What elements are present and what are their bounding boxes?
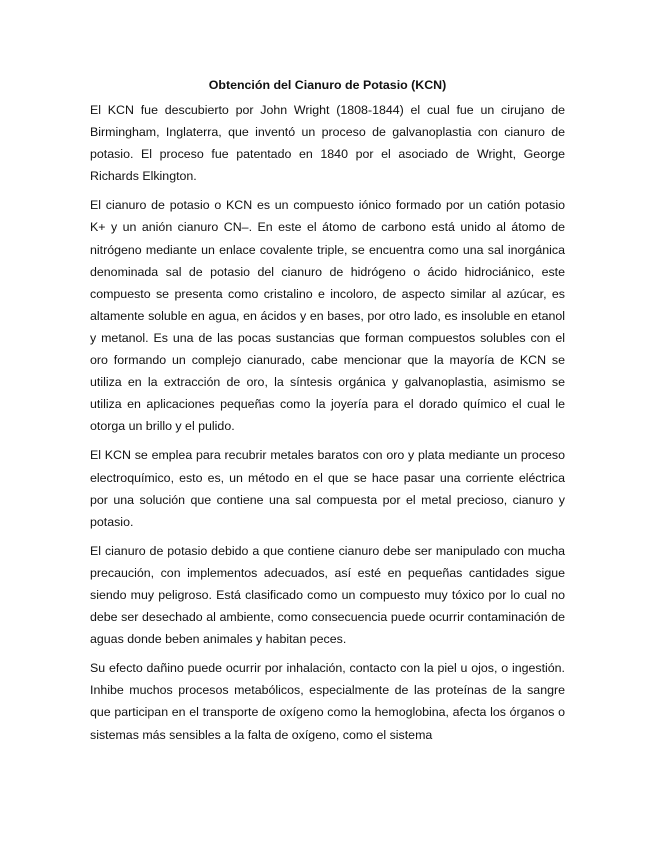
paragraph-composition: El cianuro de potasio o KCN es un compuesto iónico formado por un catión potasio K+ y un anión cianuro CN–. En este el átomo de carbono está unido al átomo de nitrógeno mediante un enlace covalente triple, se encuentra como una sal inorgánica denominada sal de potasio del cianuro de hidrógeno o ácido hidrociánico, este compuesto se presenta como cristalino e incoloro, de aspecto similar al azúcar, es altamente soluble en agua, en ácidos y en bases, por otro lado, es insoluble en etanol y metanol. Es una de las pocas sustancias que forman compuestos solubles con el oro formando un complejo cianurado, cabe mencionar que la mayoría de KCN se utiliza en la extracción de oro, la síntesis orgánica y galvanoplastia, asimismo se utiliza en aplicaciones pequeñas como la joyería para el dorado químico el cual le otorga un brillo y el pulido. [90, 198, 565, 434]
document-title: Obtención del Cianuro de Potasio (KCN) [208, 78, 447, 92]
paragraph-electroplating: El KCN se emplea para recubrir metales baratos con oro y plata mediante un proceso electroquímico, esto es, un método en el que se hace pasar una corriente eléctrica por una solución que contiene una sal compuesta por el metal precioso, cianuro y potasio. [90, 448, 565, 529]
paragraph-discovery: El KCN fue descubierto por John Wright (1808-1844) el cual fue un cirujano de Birmingham, Inglaterra, que inventó un proceso de galvanoplastia con cianuro de potasio. El proceso fue patentado en 1840 por el asociado de Wright, George Richards Elkington. [90, 103, 565, 184]
document-body [90, 76, 565, 753]
paragraph-toxic-effects: Su efecto dañino puede ocurrir por inhalación, contacto con la piel u ojos, o ingestión. Inhibe muchos procesos metabólicos, especialmente de las proteínas de la sangre que participan en el transporte de oxígeno como la hemoglobina, afecta los órganos o sistemas más sensibles a la falta de oxígeno, como el sistema [90, 661, 565, 742]
paragraph-precautions: El cianuro de potasio debido a que contiene cianuro debe ser manipulado con mucha precaución, con implementos adecuados, así esté en pequeñas cantidades sigue siendo muy peligroso. Está clasificado como un compuesto muy tóxico por lo cual no debe ser desechado al ambiente, como consecuencia puede ocurrir contaminación de aguas donde beben animales y habitan peces. [90, 543, 565, 647]
